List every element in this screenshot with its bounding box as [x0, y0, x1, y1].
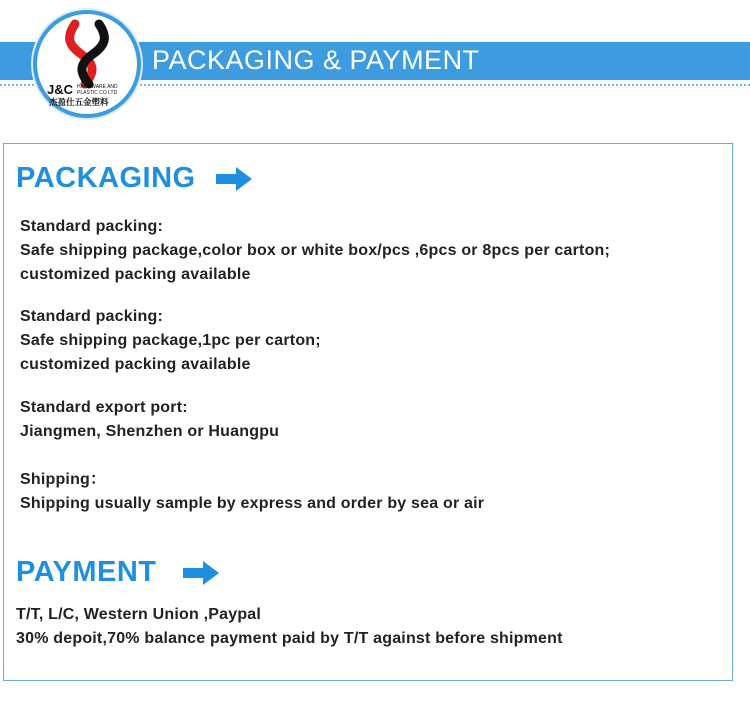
page-title: PACKAGING & PAYMENT	[152, 45, 480, 75]
packaging-line: Standard packing:	[20, 308, 163, 325]
payment-line: T/T, L/C, Western Union ,Paypal	[16, 606, 262, 623]
svg-text:J&C: J&C	[47, 82, 74, 97]
packaging-line: customized packing available	[20, 266, 251, 283]
payment-heading: PAYMENT	[16, 556, 157, 588]
packaging-block-3	[20, 396, 279, 444]
company-logo	[33, 10, 141, 118]
packaging-line: Safe shipping package,color box or white box/pcs ,6pcs or 8pcs per carton;	[20, 242, 611, 259]
svg-text:HARDWARE AND: HARDWARE AND	[77, 84, 118, 90]
packaging-heading: PACKAGING	[16, 162, 196, 194]
payment-block	[16, 603, 563, 651]
packaging-line: Shipping：	[20, 471, 107, 488]
packaging-block-2	[20, 305, 321, 377]
packaging-line: customized packing available	[20, 356, 251, 373]
svg-text:PLASTIC CO LTD: PLASTIC CO LTD	[77, 90, 118, 96]
packaging-line: Standard export port:	[20, 399, 188, 416]
packaging-line: Standard packing:	[20, 218, 163, 235]
packaging-line: Safe shipping package,1pc per carton;	[20, 332, 321, 349]
right-arrow-icon	[183, 561, 219, 585]
packaging-line: Shipping usually sample by express and order by sea or air	[20, 495, 485, 512]
packaging-block-1	[20, 215, 610, 287]
payment-line: 30% depoit,70% balance payment paid by T/T against before shipment	[16, 630, 563, 647]
packaging-block-4	[20, 468, 484, 516]
packaging-line: Jiangmen, Shenzhen or Huangpu	[20, 423, 280, 440]
svg-text:杰盈仕五金塑料: 杰盈仕五金塑料	[49, 98, 109, 108]
right-arrow-icon	[216, 167, 252, 191]
